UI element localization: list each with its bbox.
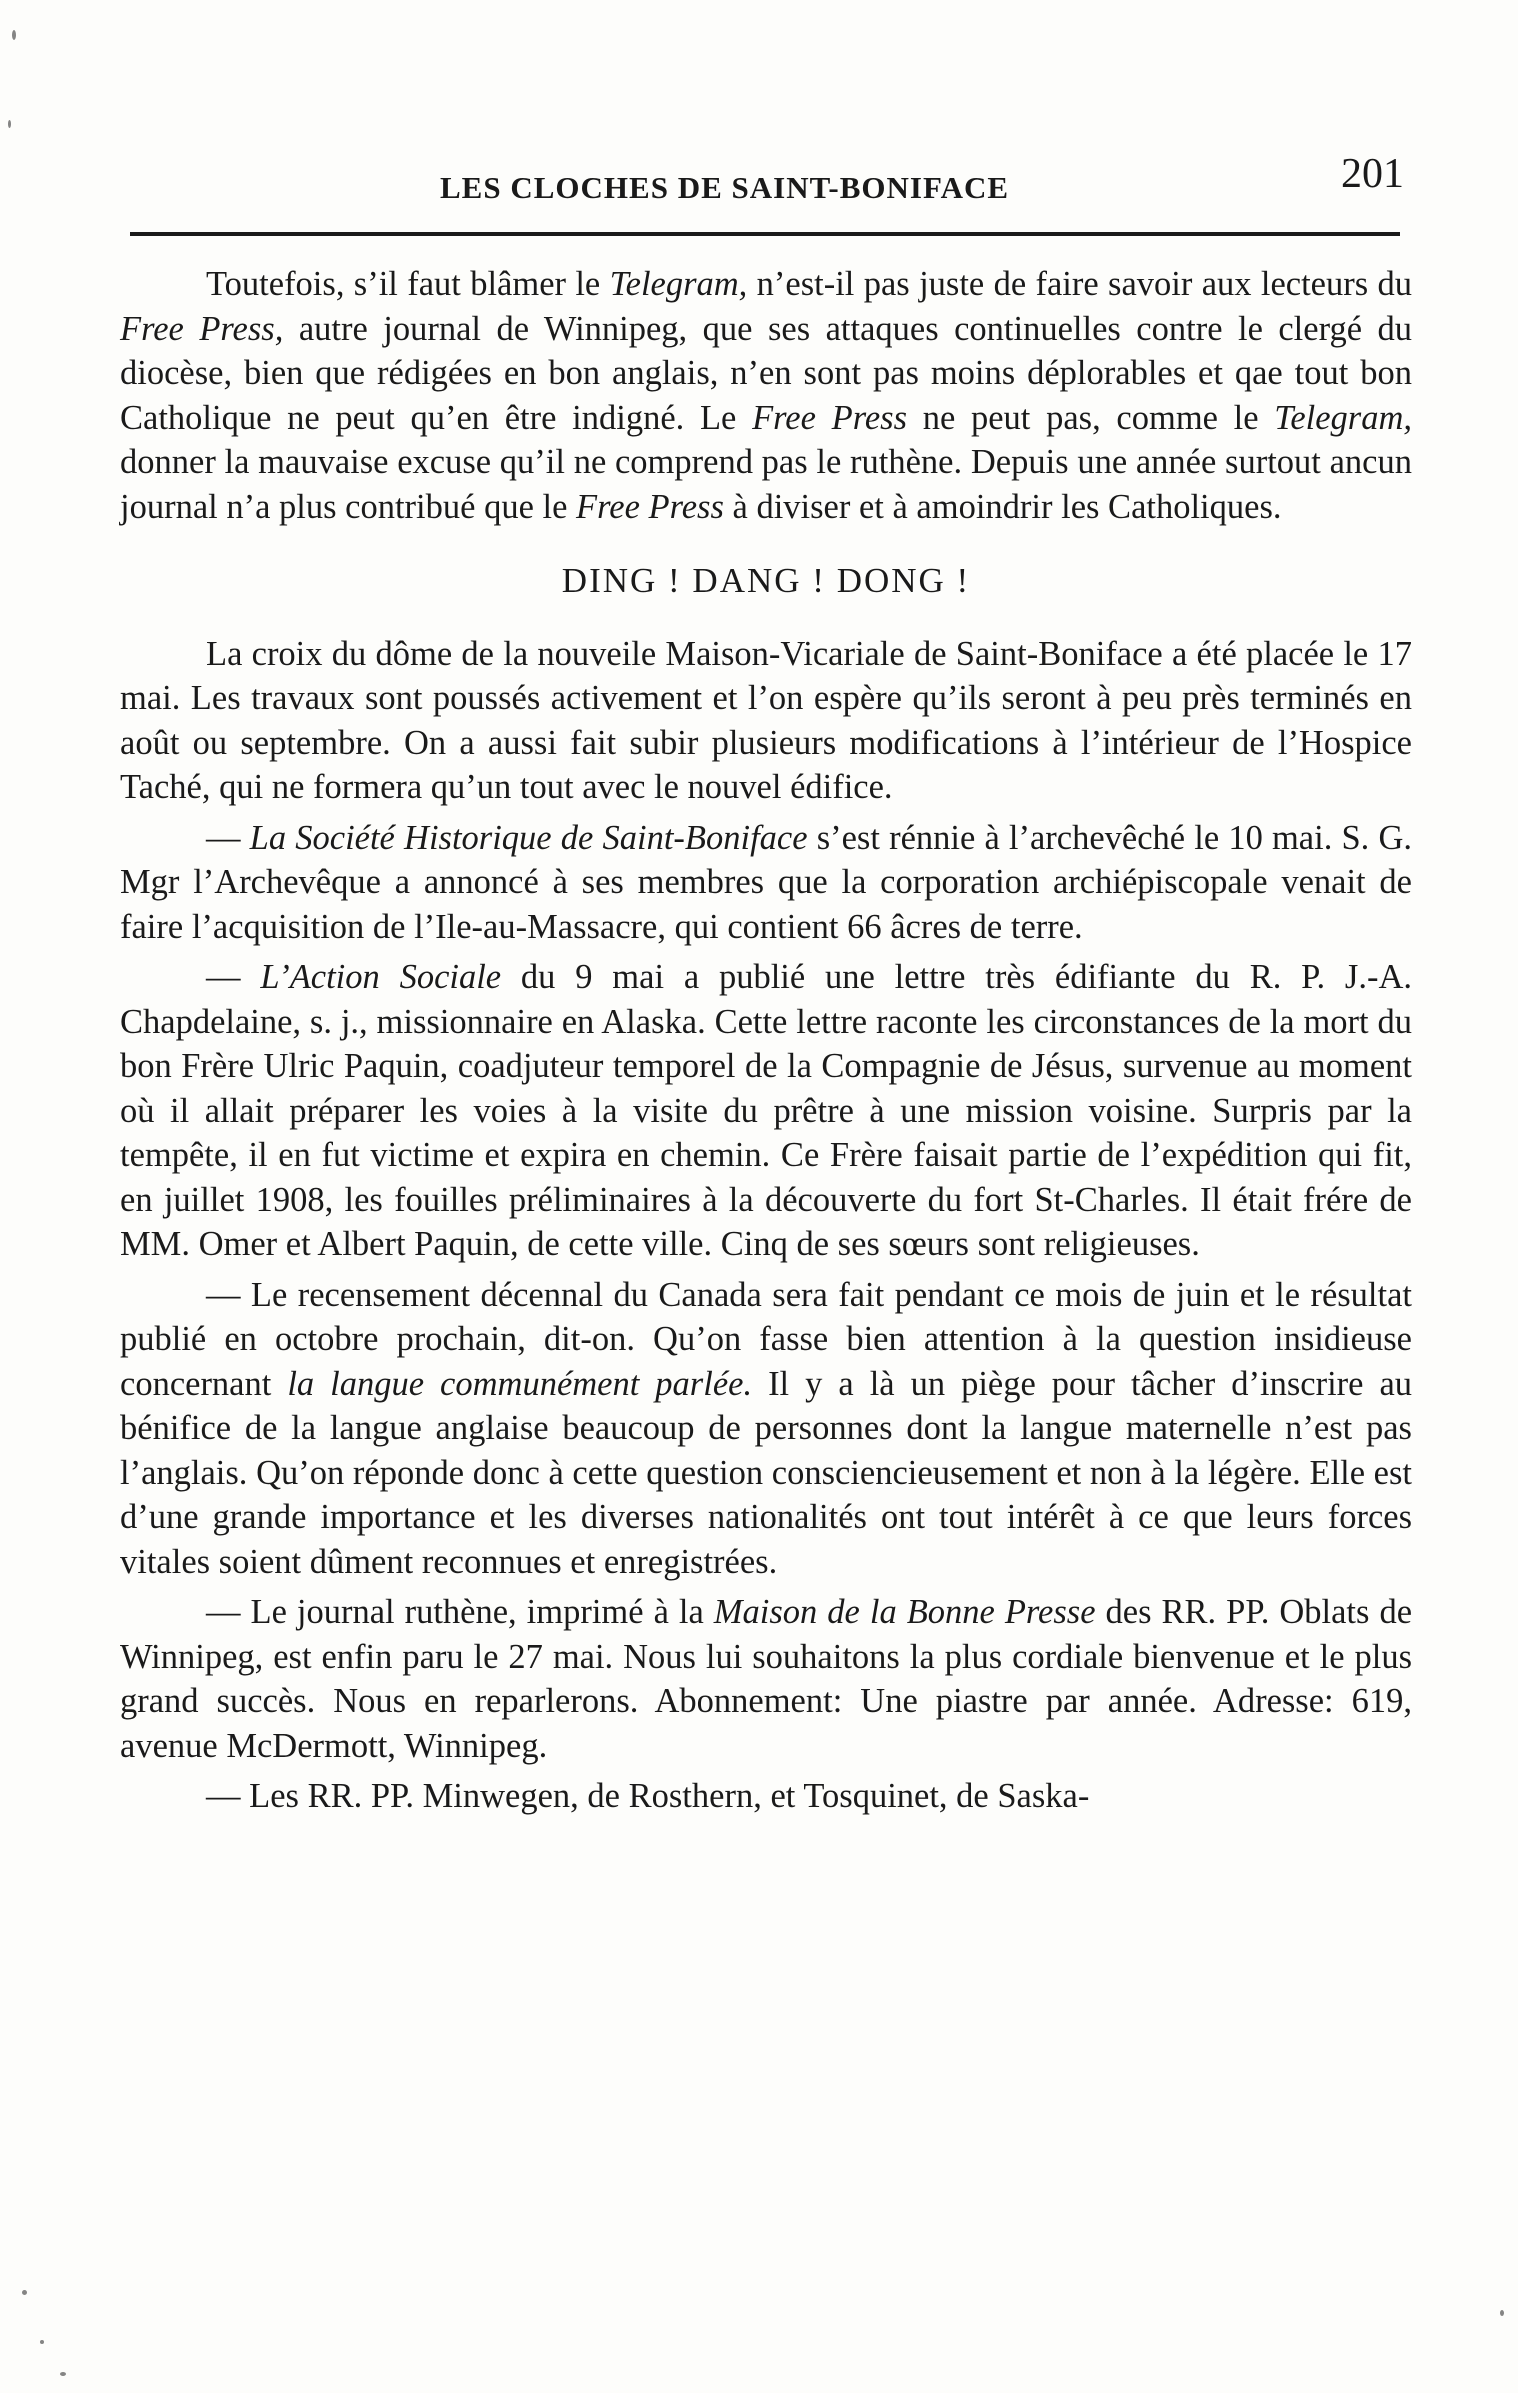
- italic-run: La Société Historique de Saint-Boniface: [249, 818, 808, 857]
- italic-run: Free Press: [576, 487, 724, 526]
- scan-speck: [22, 2290, 27, 2295]
- page-number: 201: [1341, 151, 1404, 197]
- text-run: n’est-il pas juste de faire savoir aux lecteurs du: [747, 265, 1412, 303]
- italic-run: Telegram,: [1274, 398, 1412, 437]
- text-run: — Les RR. PP. Minwegen, de Rosthern, et Tosquinet, de Saska-: [206, 1777, 1090, 1815]
- scan-speck: [12, 30, 16, 40]
- italic-run: L’Action Sociale: [260, 958, 502, 996]
- text-run: La croix du dôme de la nouveile Maison-Vicariale de Saint-Boniface a été placée le 17 mai. Les travaux sont poussés activement et l’on espère qu’ils seront à peu près terminés en août ou septembre. On a aussi fait subir plusieurs modifications à l’intérieur de l’Hospice Taché, qui ne formera qu’un tout avec le nouvel édifice.: [120, 634, 1412, 806]
- header-rule: [130, 232, 1400, 236]
- paragraph-rr-pp-minwegen: [120, 1774, 1412, 1819]
- scan-speck: [60, 2372, 66, 2376]
- text-run: des RR. PP. Oblats de Winnipeg, est enfin paru le 27 mai. Nous lui souhaitons la plus cordiale bienvenue et le plus grand succès. Nous en reparlerons. Abonnement: Une piastre par année. Adresse: 619, avenue McDermott, Winnipeg.: [120, 1593, 1413, 1765]
- italic-run: Free Press: [752, 398, 908, 437]
- text-run: donner la mauvaise excuse qu’il ne comprend pas le ruthène. Depuis une année surtout ancun journal n’a plus contribué que le: [120, 443, 1412, 526]
- running-head: [120, 150, 1410, 210]
- italic-run: Telegram,: [609, 265, 748, 303]
- paragraph-telegram-free-press: [120, 262, 1412, 529]
- text-run: du 9 mai a publié une lettre très édifiante du R. P. J.-A. Chapdelaine, s. j., missionnaire en Alaska. Cette lettre raconte les circonstances de la mort du bon Frère Ulric Paquin, coadjuteur temporel de la Compagnie de Jésus, survenue au moment où il allait préparer les voies à la visite du prêtre à une mission voisine. Surpris par la tempête, il en fut victime et expira en chemin. Ce Frère faisait partie de l’expédition qui fit, en juillet 1908, les fouilles préliminaires à la découverte du fort St-Charles. Il était frére de MM. Omer et Albert Paquin, de cette ville. Cinq de ses sœurs sont religieuses.: [120, 958, 1413, 1263]
- body-text: [120, 262, 1412, 1825]
- paragraph-action-sociale: [120, 955, 1412, 1267]
- paragraph-societe-historique: [120, 816, 1412, 950]
- scan-speck: [1500, 2310, 1504, 2316]
- section-heading: DING ! DANG ! DONG !: [561, 561, 971, 600]
- text-run: s’est rénnie à l’archevêché le 10 mai. S. G. Mgr l’Archevêque a annoncé à ses membres que la corporation archiépiscopale venait de faire l’acquisition de l’Ile-au-Massacre, qui contient 66 âcres de terre.: [120, 818, 1412, 946]
- running-title: LES CLOCHES DE SAINT-BONIFACE: [440, 170, 1010, 205]
- text-run: autre journal de Winnipeg, que ses attaques continuelles contre le clergé du diocèse, bien que rédigées en bon anglais, n’en sont pas moins déplorables et qae tout bon Catholique ne peut qu’en être indigné. Le: [120, 309, 1412, 437]
- text-run: — Le journal ruthène, imprimé à la: [206, 1593, 714, 1631]
- text-run: —: [206, 958, 261, 996]
- italic-run: Maison de la Bonne Presse: [713, 1593, 1096, 1631]
- scan-speck: [40, 2340, 44, 2344]
- paragraph-journal-ruthene: [120, 1590, 1412, 1768]
- paragraph-maison-vicariale: [120, 632, 1412, 810]
- scan-speck: [8, 120, 11, 128]
- text-run: Toutefois, s’il faut blâmer le: [206, 265, 610, 303]
- text-run: —: [206, 818, 250, 857]
- text-run: — Le recensement décennal du Canada sera fait pendant ce mois de juin et le résultat publié en octobre prochain, dit-on. Qu’on fasse bien attention à la question insidieuse concernant: [120, 1275, 1412, 1403]
- paragraph-recensement: [120, 1273, 1412, 1585]
- italic-run: la langue communément parlée.: [287, 1364, 753, 1403]
- text-run: à diviser et à amoindrir les Catholiques.: [723, 487, 1282, 526]
- text-run: Il y a là un piège pour tâcher d’inscrire au bénifice de la langue anglaise beaucoup de personnes dont la langue maternelle n’est pas l’anglais. Qu’on réponde donc à cette question consciencieusement et non à la légère. Elle est d’une grande importance et les diverses nationalités ont tout intérêt à ce que leurs forces vitales soient dûment reconnues et enregistrées.: [120, 1364, 1413, 1581]
- italic-run: Free Press,: [120, 309, 284, 348]
- text-run: ne peut pas, comme le: [907, 398, 1275, 437]
